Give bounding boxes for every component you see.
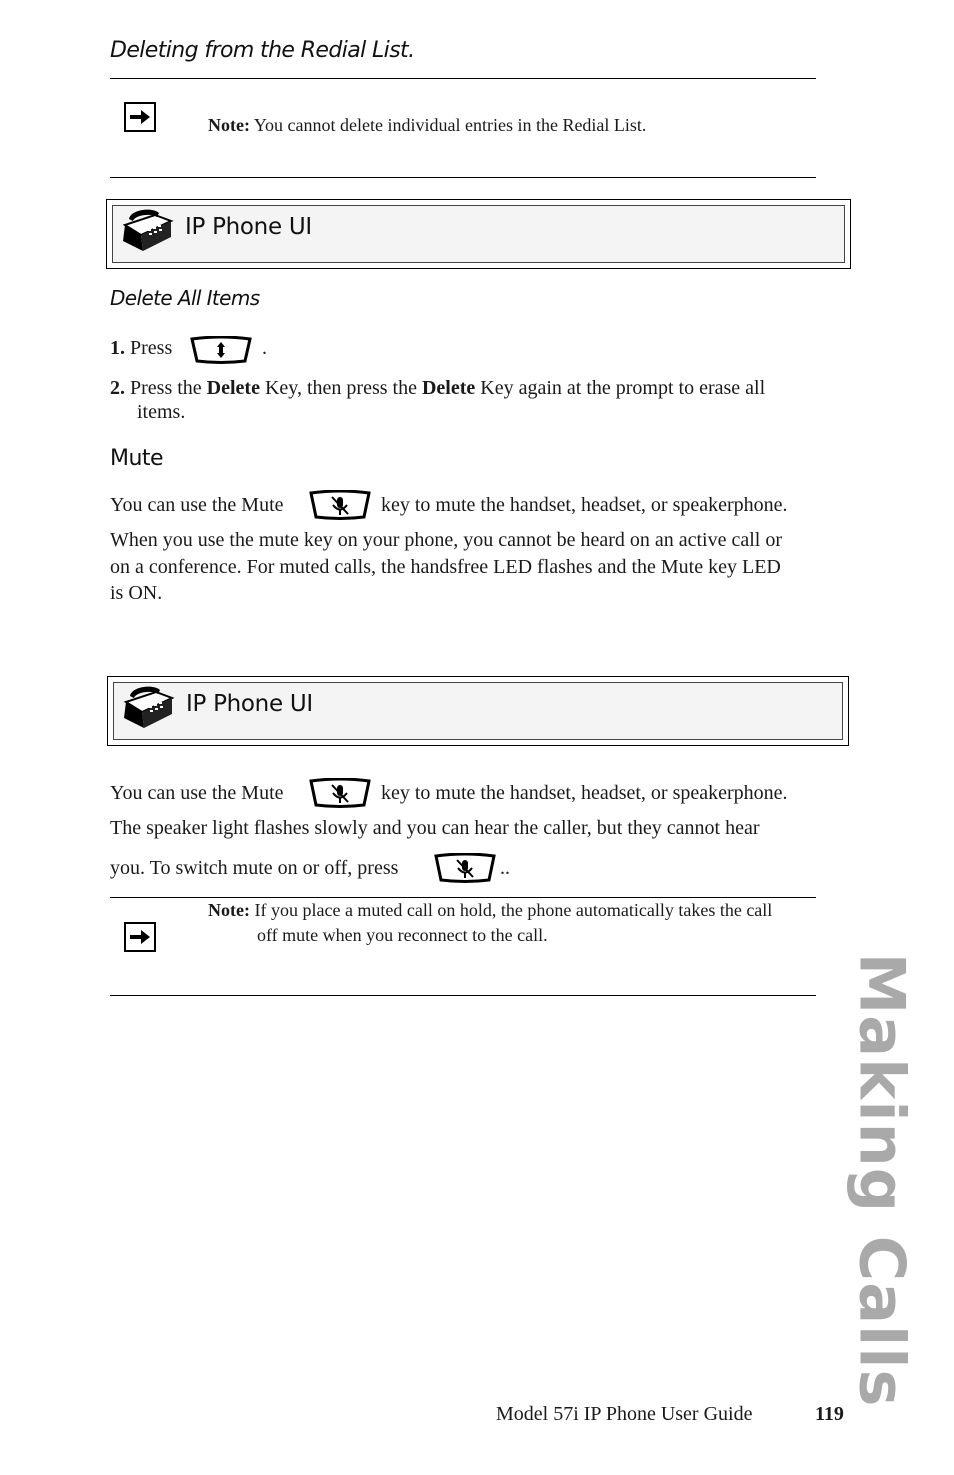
- note-mute-hold: [208, 898, 772, 923]
- mute-para-5-before: you. To switch mute on or off, press: [110, 857, 399, 879]
- mute-para-2-line3: is ON.: [110, 582, 163, 604]
- arrow-right-icon: [124, 102, 156, 132]
- note-label: Note:: [208, 115, 250, 135]
- mute-key-icon: [433, 853, 497, 888]
- section-heading: Deleting from the Redial List.: [110, 38, 415, 63]
- delete-key-label: Delete: [206, 377, 260, 399]
- banner-label: IP Phone UI: [186, 691, 313, 717]
- note-text: You cannot delete individual entries in the Redial List.: [253, 115, 647, 135]
- step-text: Key, then press the: [264, 377, 417, 399]
- mute-para-2-line1: When you use the mute key on your phone, you cannot be heard on an active call or: [110, 529, 783, 551]
- delete-key-label: Delete: [421, 377, 476, 399]
- mute-para-2-line2: on a conference. For muted calls, the handsfree LED flashes and the Mute key LED: [110, 556, 781, 578]
- note-label: Note:: [208, 900, 250, 920]
- step-text: Press: [130, 337, 173, 359]
- step-number: 1.: [110, 337, 125, 359]
- mute-para-5-after: ..: [500, 857, 510, 879]
- step-1-end: .: [262, 337, 267, 359]
- mute-para-1-after: key to mute the handset, headset, or speakerphone.: [381, 494, 788, 516]
- divider: [110, 78, 816, 79]
- subheading-delete-all: Delete All Items: [110, 286, 260, 310]
- step-text: Key again at the prompt to erase all: [480, 377, 766, 399]
- ip-phone-ui-banner: [107, 676, 849, 746]
- note-text-line2: off mute when you reconnect to the call.: [257, 925, 548, 945]
- footer-title: Model 57i IP Phone User Guide: [496, 1403, 753, 1425]
- desk-phone-icon: [117, 205, 175, 260]
- step-text: Press the: [130, 377, 202, 399]
- step-number: 2.: [110, 377, 125, 399]
- chapter-side-tab: [842, 952, 922, 1408]
- banner-label: IP Phone UI: [185, 214, 312, 240]
- mute-para-3-after: key to mute the handset, headset, or speakerphone.: [381, 782, 788, 804]
- mute-para-1-before: You can use the Mute: [110, 494, 284, 516]
- mute-para-3-before: You can use the Mute: [110, 782, 284, 804]
- redial-key-icon: [189, 336, 253, 369]
- mute-key-icon: [308, 778, 372, 813]
- mute-key-icon: [308, 490, 372, 525]
- mute-para-4: The speaker light flashes slowly and you can hear the caller, but they cannot hear: [110, 817, 760, 839]
- note-redial: [208, 113, 646, 138]
- arrow-right-icon: [124, 922, 156, 952]
- ip-phone-ui-banner: [106, 199, 851, 269]
- divider: [110, 995, 816, 996]
- step-1: [110, 335, 172, 361]
- desk-phone-icon: [118, 682, 176, 737]
- mute-heading: Mute: [110, 446, 164, 471]
- step-2-line2: items.: [137, 401, 186, 423]
- page-number: 119: [815, 1403, 844, 1425]
- note-text: If you place a muted call on hold, the phone automatically takes the call: [254, 900, 773, 920]
- chapter-side-tab-label: Making Calls: [845, 952, 919, 1408]
- step-2: [110, 375, 765, 401]
- divider: [110, 177, 816, 178]
